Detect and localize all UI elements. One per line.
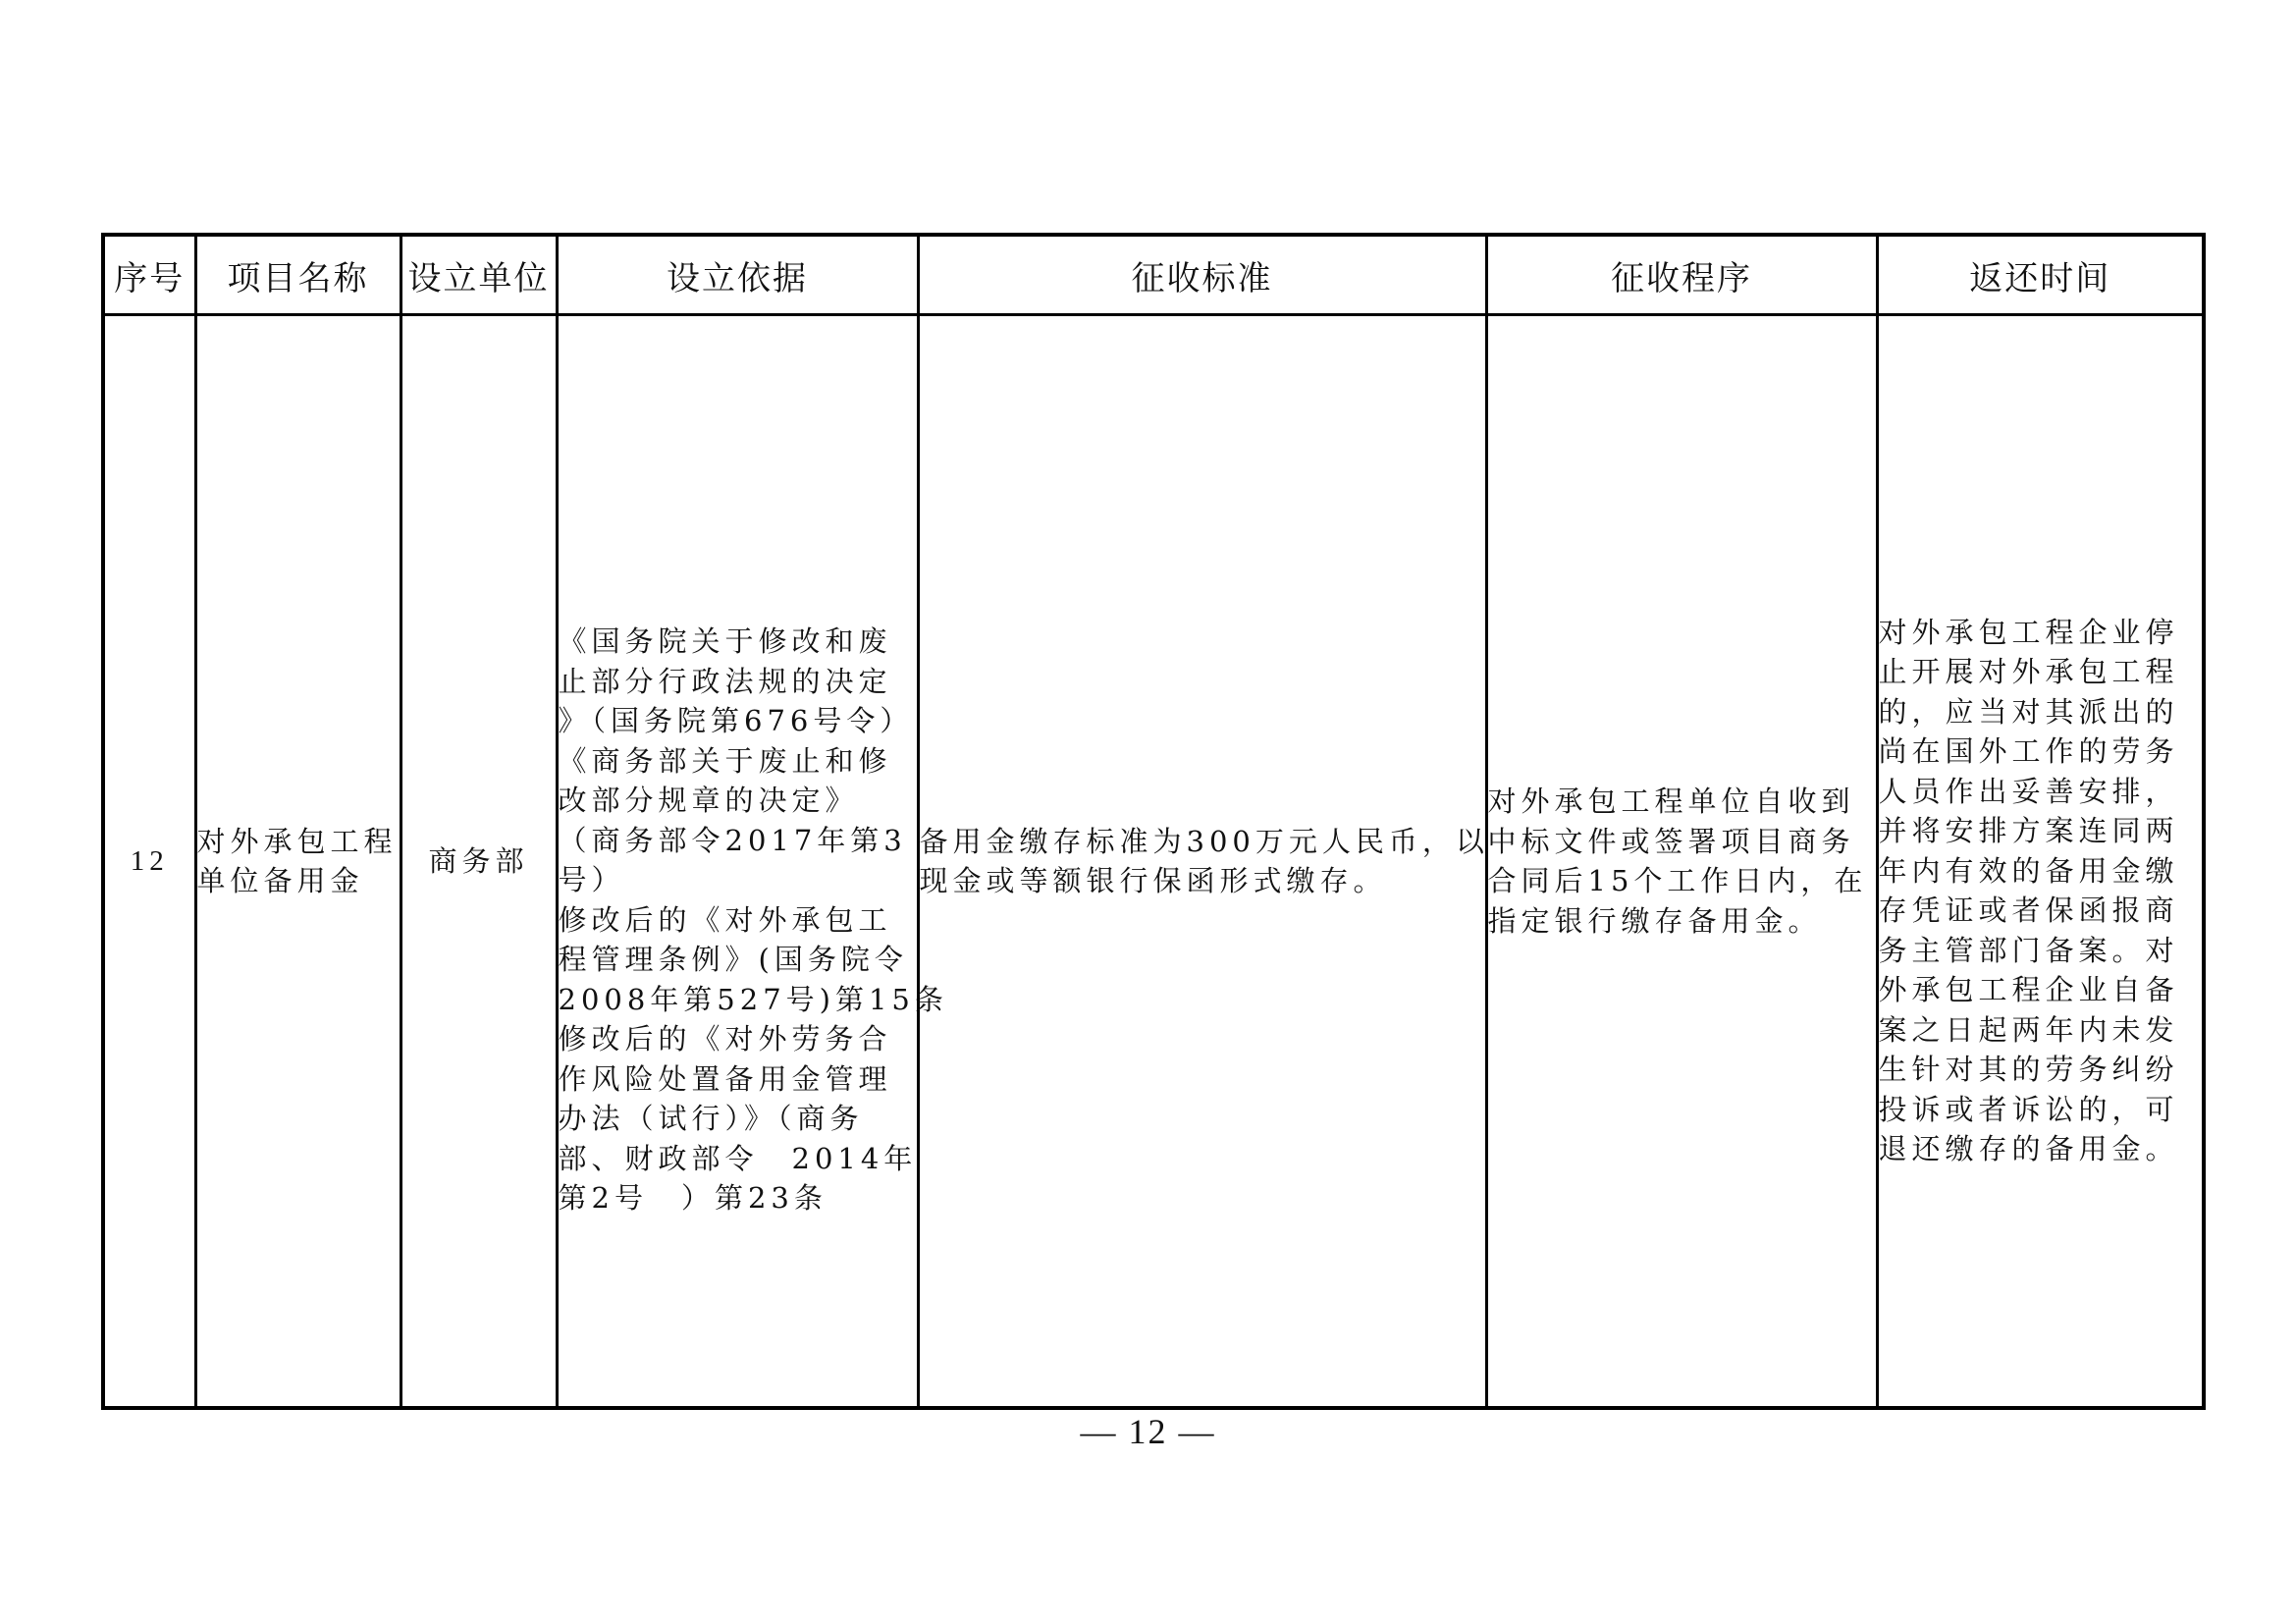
text-line: 修改后的《对外承包工 xyxy=(558,902,892,937)
table-header-row xyxy=(103,235,2204,315)
cell-collection-standard xyxy=(918,315,1489,1409)
text-line: 并将安排方案连同两 xyxy=(1878,814,2179,847)
header-establishing-unit: 设立单位 xyxy=(400,235,557,315)
header-return-time: 返还时间 xyxy=(1877,235,2204,315)
text-line: 指定银行缴存备用金。 xyxy=(1487,903,1822,938)
text-line: 止部分行政法规的决定 xyxy=(558,664,892,698)
text-line: 程管理条例》(国务院令 xyxy=(558,943,908,977)
text-line: 止开展对外承包工程 xyxy=(1878,655,2179,688)
text-line: 号） xyxy=(558,863,625,897)
cell-return-time xyxy=(1877,315,2204,1409)
text-line: 修改后的《对外劳务合 xyxy=(558,1022,892,1056)
text-line: 改部分规章的决定》 xyxy=(558,784,859,818)
text-line: 存凭证或者保函报商 xyxy=(1878,893,2179,927)
text-line: 作风险处置备用金管理 xyxy=(558,1061,892,1096)
header-legal-basis: 设立依据 xyxy=(557,235,918,315)
text-line: 对外承包工程 xyxy=(196,824,398,858)
text-line: 尚在国外工作的劳务 xyxy=(1878,734,2179,768)
cell-establishing-unit: 商务部 xyxy=(400,315,557,1409)
header-project-name: 项目名称 xyxy=(195,235,400,315)
fee-table xyxy=(101,233,2206,1410)
text-line: 备用金缴存标准为300万元人民币，以 xyxy=(919,824,1489,858)
text-line: 合同后15个工作日内，在 xyxy=(1487,864,1868,897)
text-line: 生针对其的劳务纠纷 xyxy=(1878,1053,2179,1086)
page-number: — 12 — xyxy=(1080,1412,1216,1451)
text-line: （商务部令2017年第3 xyxy=(558,823,907,857)
header-collection-standard: 征收标准 xyxy=(918,235,1486,315)
text-line: 中标文件或签署项目商务 xyxy=(1487,824,1855,858)
text-line: 外承包工程企业自备 xyxy=(1878,973,2179,1006)
text-line: 年内有效的备用金缴 xyxy=(1878,853,2179,888)
cell-legal-basis xyxy=(557,315,948,1409)
text-line: 对外承包工程单位自收到 xyxy=(1487,785,1855,818)
text-line: 现金或等额银行保函形式缴存。 xyxy=(919,864,1387,897)
text-line: 退还缴存的备用金。 xyxy=(1878,1132,2179,1165)
text-line: 投诉或者诉讼的，可 xyxy=(1878,1092,2179,1126)
text-line: 办法（试行）》（商务 xyxy=(558,1102,864,1136)
text-line: 《商务部关于废止和修 xyxy=(558,743,892,778)
text-line: 2008年第527号)第15条 xyxy=(558,982,948,1016)
cell-collection-procedure xyxy=(1486,315,1877,1409)
text-line: 务主管部门备案。对 xyxy=(1878,933,2179,967)
text-line: 对外承包工程企业停 xyxy=(1878,615,2179,649)
text-line: 人员作出妥善安排， xyxy=(1878,774,2179,808)
text-line: 》（国务院第676号令） xyxy=(558,704,914,738)
table-row xyxy=(103,315,2204,1409)
header-collection-procedure: 征收程序 xyxy=(1486,235,1877,315)
text-line: 案之日起两年内未发 xyxy=(1878,1012,2179,1047)
cell-project-name xyxy=(195,315,400,1409)
text-line: 部、财政部令 2014年 xyxy=(558,1141,918,1175)
text-line: 第2号 ）第23条 xyxy=(558,1181,828,1216)
header-seq: 序号 xyxy=(103,235,195,315)
cell-seq: 12 xyxy=(103,315,195,1409)
text-line: 单位备用金 xyxy=(196,864,364,897)
text-line: 的，应当对其派出的 xyxy=(1878,694,2179,729)
text-line: 《国务院关于修改和废 xyxy=(558,624,892,659)
